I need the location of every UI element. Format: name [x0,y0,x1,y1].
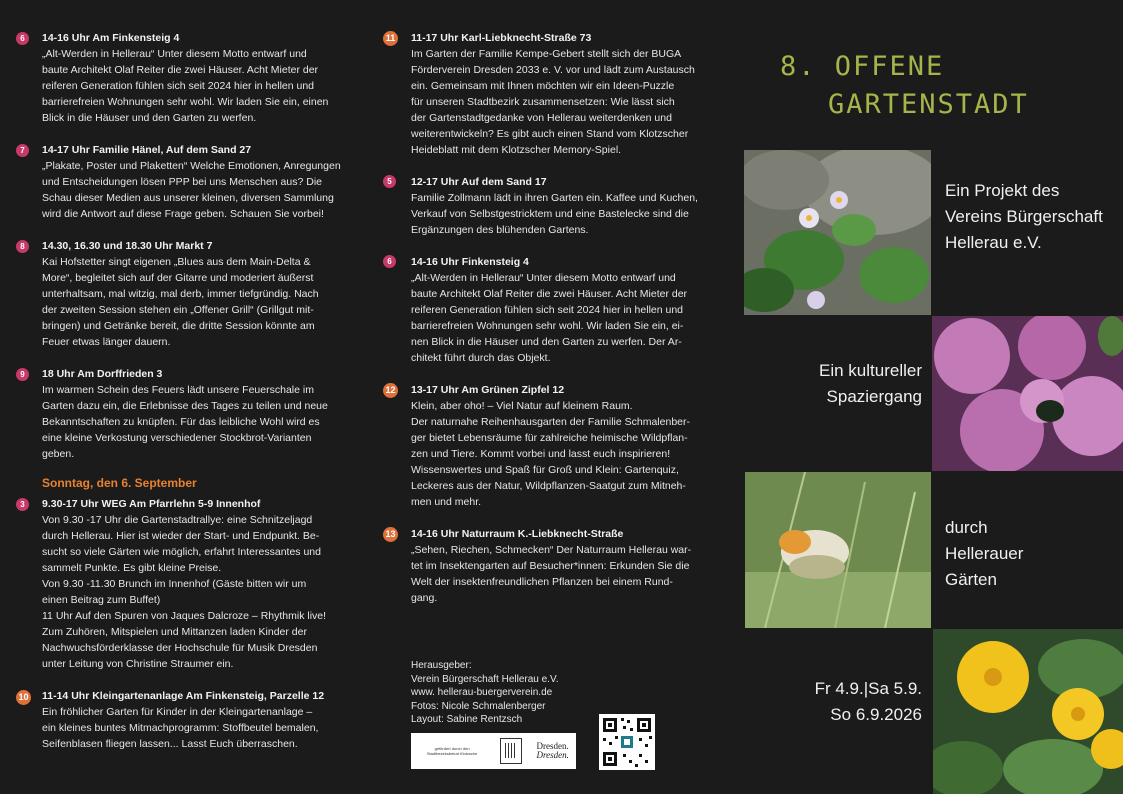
entry-text: Im Garten der Familie Kempe-Gebert stellt sich der BUGA Förderverein Dresden 2033 e. V. vor und lädt zum Austausch ein. Gemeinsam mit Ihnen möchten wir ein Ideen-Puzzle für unseren Stadtbezirk zusammensetzen: Wie lässt sich der Gartenstadtgedanke von Hellerau weiterdenken und weiterentwickeln? Es gibt auch einen Stand vom Klotzscher Heideblatt mit dem Klotzscher Memory-Spiel. [411,48,695,156]
project-text-content: Ein Projekt des Vereins Bürgerschaft Hellerau e.V. [945,181,1103,252]
entry-title: 13-17 Uhr Am Grünen Zipfel 12 [411,384,565,396]
photo-violets [744,150,931,315]
photo-yellow-flowers [933,629,1123,794]
dresden-logo-line: Dresden. [536,741,569,751]
program-entry [18,688,342,752]
entry-number-badge: 12 [383,383,398,398]
photo-butterfly [745,472,931,628]
entry-title: 14-16 Uhr Am Finkensteig 4 [42,32,180,44]
entry-number-badge: 9 [16,368,29,381]
event-dates-line: So 6.9.2026 [830,705,922,724]
entry-number-badge: 6 [383,255,396,268]
coat-of-arms-icon [500,738,522,764]
photo-roses-beetle [932,316,1123,471]
entry-title: 11-14 Uhr Kleingartenanlage Am Finkensteig, Parzelle 12 [42,690,325,702]
event-heading [780,48,1029,124]
program-entry [385,382,711,510]
entry-number-badge: 8 [16,240,29,253]
entry-title: 9.30-17 Uhr WEG Am Pfarrlehn 5-9 Innenhof [42,498,261,510]
program-entry [385,30,711,158]
entry-number-badge: 7 [16,144,29,157]
entry-text: Im warmen Schein des Feuers lädt unsere Feuerschale im Garten dazu ein, die Erlebnisse des Tages zu teilen und neue Bekanntschaften zu knüpfen. Für das leibliche Wohl wird es eine kleine Verkostung verschiedener Stockbrot-Varianten geben. [42,384,328,460]
entry-text: Kai Hofstetter singt eigenen „Blues aus dem Main-Delta & More“, begleitet sich auf der Gitarre und moderiert äußerst unterhaltsam, mal witzig, mal derb, immer tiefgründig. Nach der zweiten Session stehen ein „Offener Grill“ (Grillgut mit- bringen) und Getränke bereit, die dritte Session könnte am Feuer etwas länger dauern. [42,256,319,348]
program-entry [20,238,342,350]
entry-text: „Sehen, Riechen, Schmecken“ Der Naturraum Hellerau war- tet im Insektengarten auf Besucher*innen: Erkunden Sie die Welt der insektenfreundlichen Pflanzen bei einem Rund- gang. [411,544,692,604]
entry-number-badge: 6 [16,32,29,45]
entry-text: „Alt-Werden in Hellerau“ Unter diesem Motto entwarf und baute Architekt Olaf Reiter die zwei Häuser. Acht Mieter der reiferen Generation fühlen sich seit 2024 hier in hellen und barrierefreien Wohnungen sehr wohl. Wir laden Sie ein, ei- nen Blick in die Häuser und den Garten zu werfen. Der Ar- chitekt führt durch das Objekt. [411,272,688,364]
program-entry [20,30,342,126]
imprint-line: www. hellerau-buergerverein.de [411,687,553,698]
imprint-line: Layout: Sabine Rentzsch [411,714,523,725]
entry-number-badge: 11 [383,31,398,46]
entry-title: 14-16 Uhr Finkensteig 4 [411,256,529,268]
heading-line: 8. OFFENE [780,51,945,82]
heading-line: GARTENSTADT [828,89,1029,120]
imprint-line: Verein Bürgerschaft Hellerau e.V. [411,673,559,685]
entry-text: Ein fröhlicher Garten für Kinder in der Kleingartenanlage – ein kleines buntes Mitmachprogramm: Stoffbeutel bemalen, Seifenblasen fliegen lassen... Lasst Euch überraschen. [42,706,319,750]
entry-number-badge: 10 [16,690,31,705]
through-gardens-text [945,515,1023,593]
entry-title: 14-17 Uhr Familie Hänel, Auf dem Sand 27 [42,144,252,156]
imprint-line: Herausgeber: [411,660,472,671]
through-gardens-text-content: durch Hellerauer Gärten [945,518,1024,589]
entry-text: Klein, aber oho! – Viel Natur auf kleinem Raum. Der naturnahe Reihenhausgarten der Familie Schmalenber- ger bietet Lebensräume für zahlreiche heimische Wildpflan- zen und Tiere. Kommt vorbei und lasst euch inspirieren! Wissenswertes und Spaß für Groß und Klein: Gartenquiz, Leckeres aus der Natur, Wildpflanzen-Saatgut zum Mitneh- men und mehr. [411,400,690,508]
entry-number-badge: 3 [16,498,29,511]
program-entry [20,366,342,462]
event-dates-line: Fr 4.9.|Sa 5.9. [814,679,922,698]
sponsor-text: gefördert durch den Stadtbezirksbeirat Klotzsche [426,746,478,756]
entry-title: 14-16 Uhr Naturraum K.-Liebknecht-Straße [411,528,624,540]
program-entry [387,174,711,238]
project-text [945,178,1103,256]
entry-text: Familie Zollmann lädt in ihren Garten ein. Kaffee und Kuchen, Verkauf von Selbstgestricktem und eine Bastelecke sind die Ergänzungen des blühenden Gartens. [411,192,698,236]
program-entry [20,142,342,222]
entry-text: Von 9.30 -17 Uhr die Gartenstadtrallye: eine Schnitzeljagd durch Hellerau. Hier ist wieder der Start- und Endpunkt. Be- sucht so viele Gärten wie möglich, erfahrt Interessantes und sammelt Punkte. Es gibt kleine Preise. Von 9.30 -11.30 Brunch im Innenhof (Gäste bitten wir um einen Beitrag zum Buffet) 11 Uhr Auf den Spuren von Jaques Dalcroze – Rhythmik live! Zum Zuhören, Mitspielen und Mittanzen laden Kinder der Nachwuchsförderklasse der Hochschule für Musik Dresden unter Leitung von Christine Straumer ein. [42,514,327,670]
cultural-walk-text [800,358,922,410]
sponsor-logos [411,733,576,769]
entry-number-badge: 13 [383,527,398,542]
entry-text: „Plakate, Poster und Plaketten“ Welche Emotionen, Anregungen und Entscheidungen lösen PPP bei uns Menschen aus? Die Schau dieser Medien aus unserer kleinen, diversen Sammlung wird die Antwort auf diese Frage geben. Schauen Sie vorbei! [42,160,341,220]
program-entry [20,496,342,672]
entry-title: 18 Uhr Am Dorffrieden 3 [42,368,163,380]
imprint [411,659,559,727]
entry-title: 14.30, 16.30 und 18.30 Uhr Markt 7 [42,240,213,252]
imprint-line: Fotos: Nicole Schmalenberger [411,700,546,712]
entry-title: 12-17 Uhr Auf dem Sand 17 [411,176,547,188]
entry-title: 11-17 Uhr Karl-Liebknecht-Straße 73 [411,32,592,44]
dresden-logo-line: Dresden. [536,750,569,760]
program-entry [387,254,711,366]
sunday-heading: Sonntag, den 6. September [42,476,197,490]
qr-code-icon[interactable] [599,714,655,770]
dresden-logo [536,742,568,760]
cultural-walk-text-content: Ein kultureller Spaziergang [819,361,922,406]
entry-number-badge: 5 [383,175,396,188]
program-entry [385,526,711,606]
entry-text: „Alt-Werden in Hellerau“ Unter diesem Motto entwarf und baute Architekt Olaf Reiter die zwei Häuser. Acht Mieter der reiferen Generation fühlen sich seit 2024 hier in hellen und barrierefreien Wohnungen sehr wohl. Wir laden Sie ein, einen Blick in die Häuser und den Garten zu werfen. [42,48,329,124]
event-dates [790,676,922,728]
